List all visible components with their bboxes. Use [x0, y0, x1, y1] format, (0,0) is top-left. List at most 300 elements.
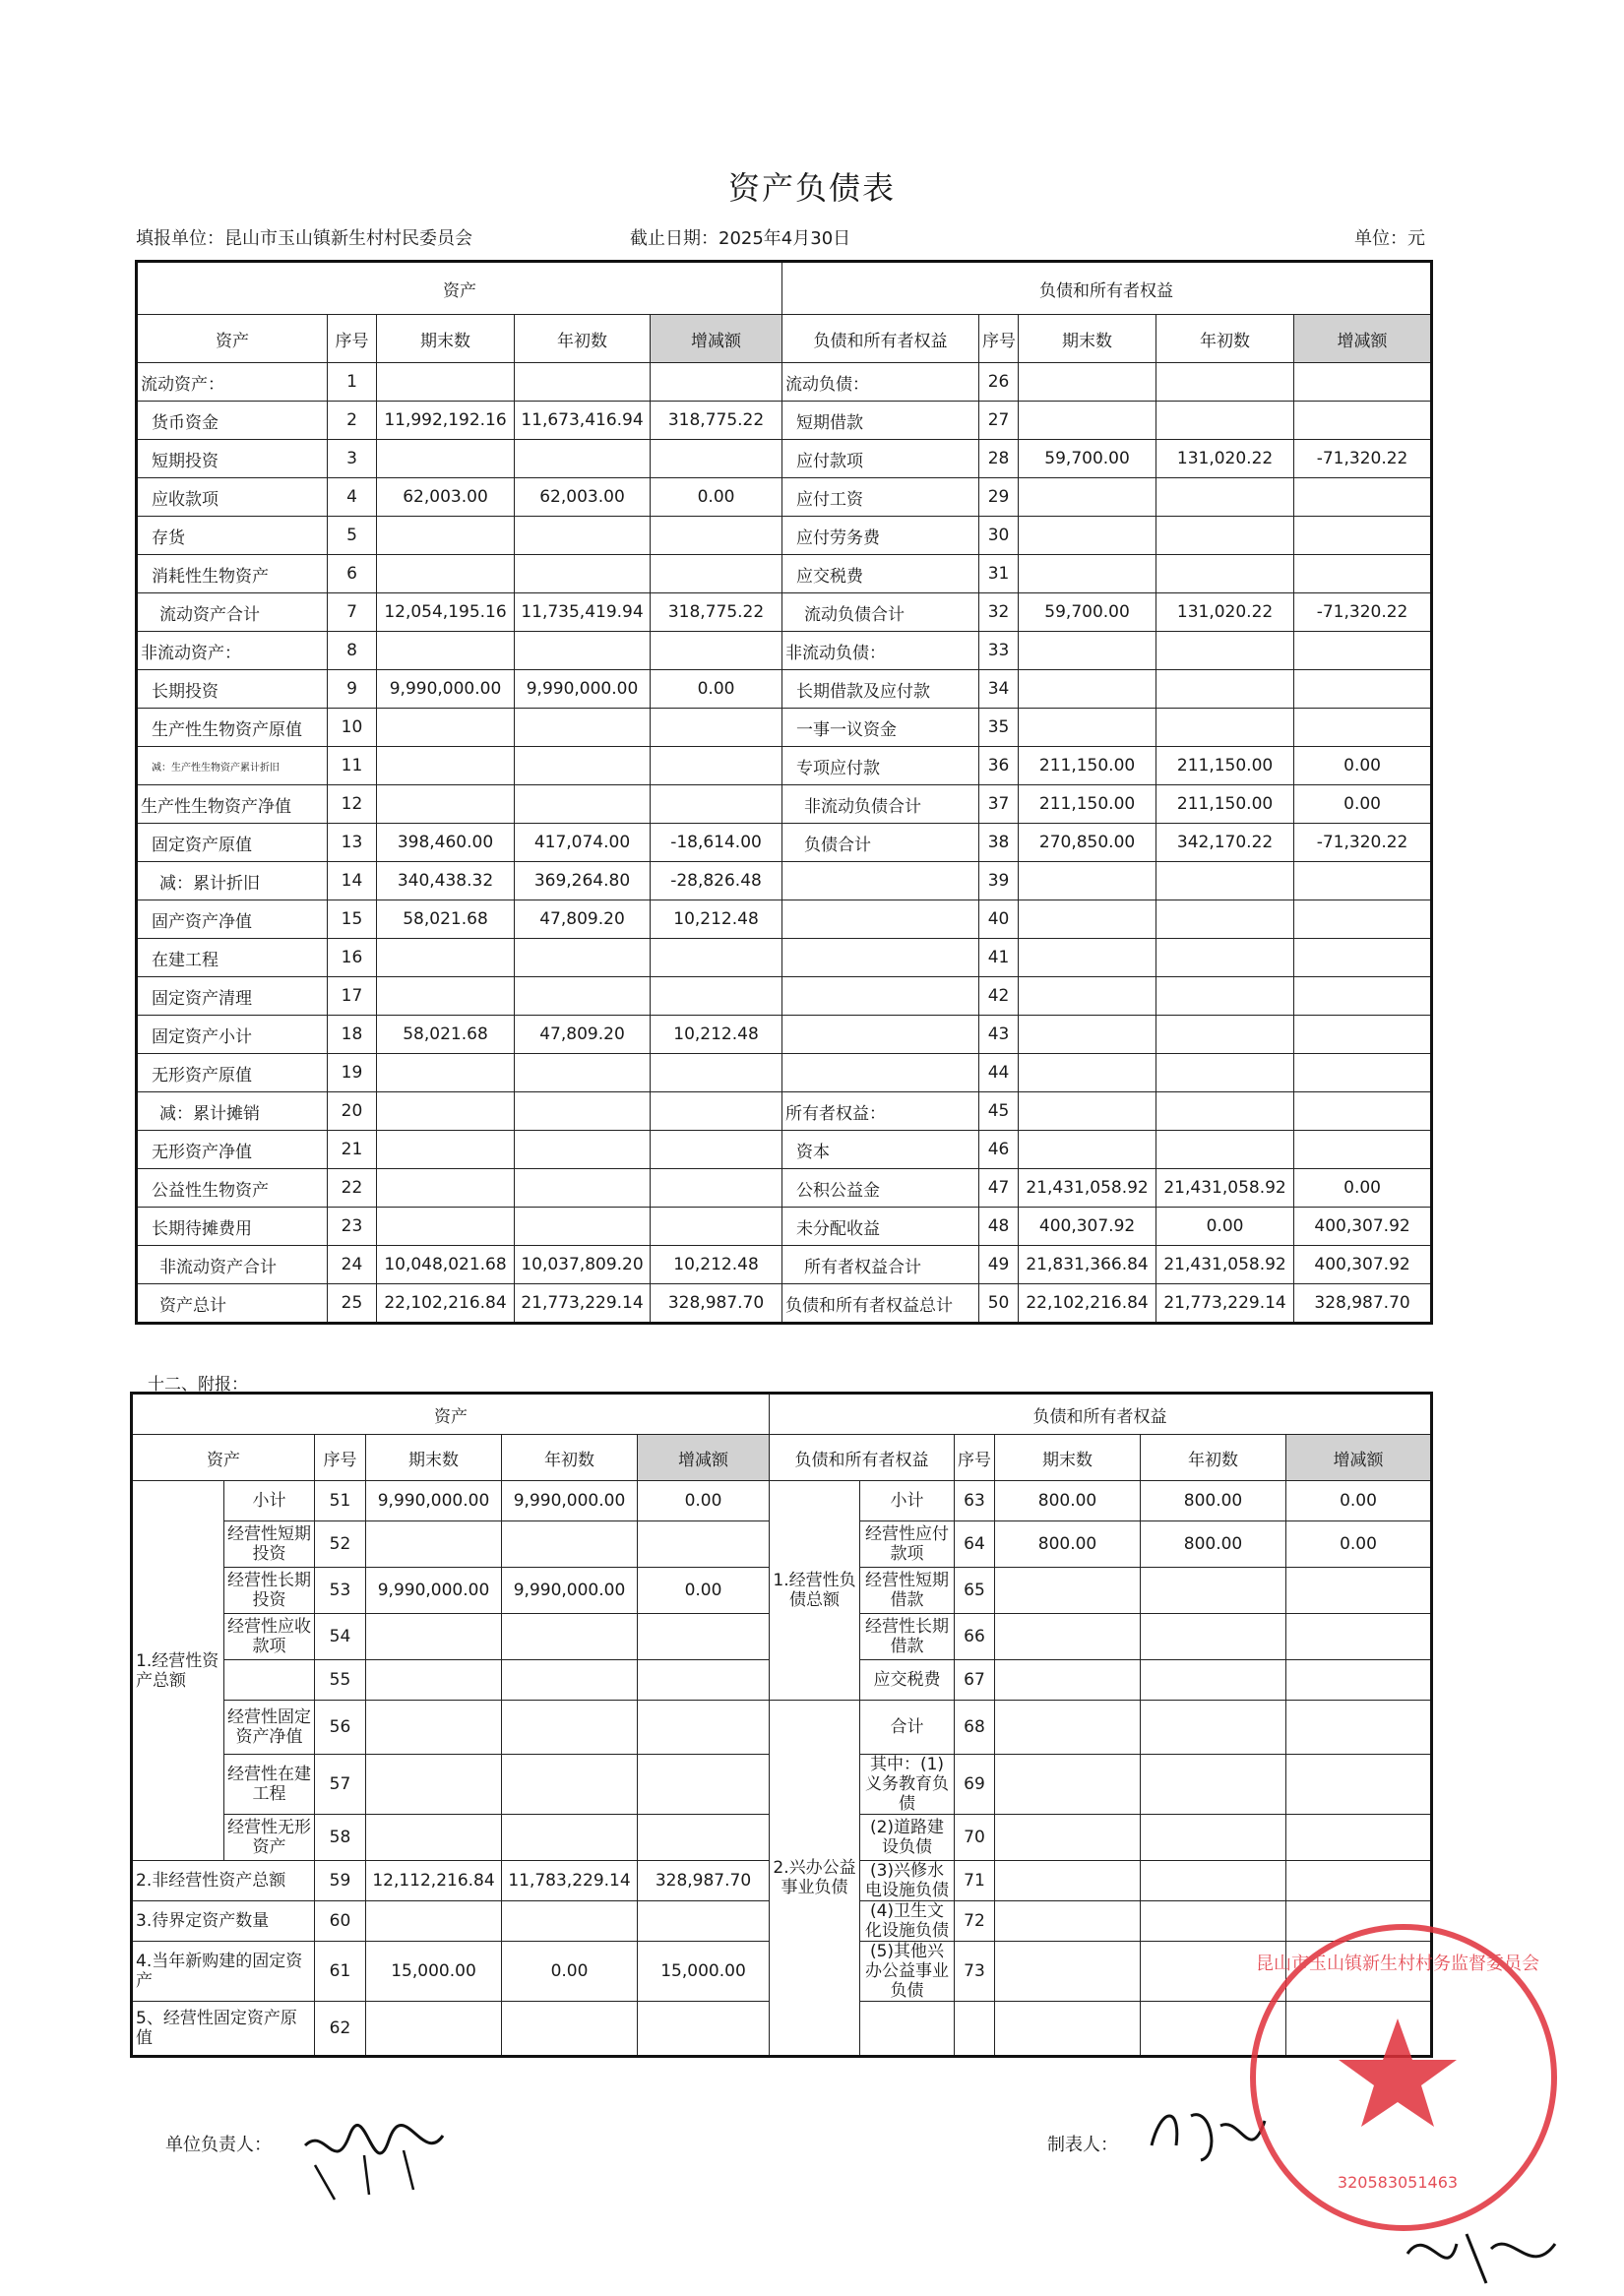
- appendix-asset-name: 经营性应收款项: [224, 1614, 315, 1660]
- liability-begin-value: 21,431,058.92: [1156, 1169, 1294, 1208]
- appendix-liability-end: 800.00: [995, 1521, 1141, 1568]
- appendix-liability-seq: 65: [955, 1568, 995, 1614]
- appendix-asset-seq: 57: [315, 1755, 366, 1815]
- asset-begin-value: [515, 363, 651, 402]
- asset-seq: 22: [328, 1169, 377, 1208]
- table-row: [137, 1131, 1432, 1169]
- asset-begin-value: [515, 517, 651, 555]
- asset-seq: 7: [328, 593, 377, 632]
- liability-seq: 34: [979, 670, 1019, 709]
- asset-begin-value: [515, 1131, 651, 1169]
- asset-name: 存货: [137, 517, 328, 555]
- liability-end-value: [1019, 862, 1156, 900]
- appendix-col-asset: 资产: [132, 1435, 315, 1481]
- liability-seq: 49: [979, 1246, 1019, 1284]
- table-row: [137, 977, 1432, 1016]
- appendix-asset-name: 5、经营性固定资产原值: [132, 2002, 315, 2057]
- appendix-liability-begin: 800.00: [1141, 1521, 1286, 1568]
- liability-seq: 32: [979, 593, 1019, 632]
- asset-begin-value: [515, 709, 651, 747]
- asset-end-value: 12,054,195.16: [377, 593, 515, 632]
- liability-seq: 45: [979, 1092, 1019, 1131]
- appendix-asset-end: [366, 1701, 502, 1755]
- table-row: [137, 593, 1432, 632]
- asset-seq: 24: [328, 1246, 377, 1284]
- appendix-asset-seq: 51: [315, 1481, 366, 1521]
- appendix-asset-seq: 55: [315, 1660, 366, 1701]
- liability-seq: 30: [979, 517, 1019, 555]
- liability-name: [782, 1016, 979, 1054]
- appendix-liability-name: (5)其他兴办公益事业负债: [860, 1942, 955, 2002]
- table-row: [137, 1246, 1432, 1284]
- asset-seq: 4: [328, 478, 377, 517]
- appendix-col-seq: 序号: [315, 1435, 366, 1481]
- asset-change-value: 10,212.48: [651, 900, 782, 939]
- asset-name: 公益性生物资产: [137, 1169, 328, 1208]
- table-row: [137, 632, 1432, 670]
- appendix-asset-begin: [502, 1521, 638, 1568]
- table-row: [137, 555, 1432, 593]
- asset-begin-value: [515, 440, 651, 478]
- asset-seq: 13: [328, 824, 377, 862]
- table-row: [137, 1054, 1432, 1092]
- liability-change-value: [1294, 977, 1432, 1016]
- liability-seq: 38: [979, 824, 1019, 862]
- appendix-asset-seq: 60: [315, 1901, 366, 1942]
- liability-name: [782, 900, 979, 939]
- asset-end-value: [377, 747, 515, 785]
- liability-change-value: [1294, 363, 1432, 402]
- appendix-liability-end: [995, 1568, 1141, 1614]
- liability-begin-value: [1156, 478, 1294, 517]
- asset-begin-value: [515, 1169, 651, 1208]
- liability-seq: 26: [979, 363, 1019, 402]
- appendix-col-change-right: 增减额: [1286, 1435, 1432, 1481]
- asset-seq: 1: [328, 363, 377, 402]
- appendix-asset-end: [366, 2002, 502, 2057]
- appendix-liability-seq: 70: [955, 1815, 995, 1861]
- liability-end-value: 211,150.00: [1019, 747, 1156, 785]
- asset-begin-value: 47,809.20: [515, 900, 651, 939]
- appendix-liability-begin: [1141, 1815, 1286, 1861]
- asset-name: 无形资产净值: [137, 1131, 328, 1169]
- liability-change-value: [1294, 632, 1432, 670]
- liability-name: 应付劳务费: [782, 517, 979, 555]
- asset-change-value: -18,614.00: [651, 824, 782, 862]
- liability-end-value: 211,150.00: [1019, 785, 1156, 824]
- appendix-right-category-1: 1.经营性负债总额: [770, 1481, 860, 1701]
- appendix-asset-name: 3.待界定资产数量: [132, 1901, 315, 1942]
- table-row: [137, 440, 1432, 478]
- appendix-asset-end: 15,000.00: [366, 1942, 502, 2002]
- asset-change-value: [651, 1131, 782, 1169]
- liability-end-value: [1019, 478, 1156, 517]
- asset-name: 固定资产小计: [137, 1016, 328, 1054]
- appendix-asset-begin: [502, 1701, 638, 1755]
- liability-change-value: 328,987.70: [1294, 1284, 1432, 1324]
- table-row: [137, 709, 1432, 747]
- appendix-asset-change: 0.00: [638, 1568, 770, 1614]
- asset-end-value: 9,990,000.00: [377, 670, 515, 709]
- col-end: 期末数: [377, 315, 515, 363]
- appendix-liability-name: 经营性长期借款: [860, 1614, 955, 1660]
- asset-seq: 6: [328, 555, 377, 593]
- appendix-liability-change: [1286, 1614, 1432, 1660]
- appendix-asset-name: 2.非经营性资产总额: [132, 1861, 315, 1901]
- appendix-liability-end: [995, 1755, 1141, 1815]
- liability-change-value: -71,320.22: [1294, 824, 1432, 862]
- appendix-liability-seq: 68: [955, 1701, 995, 1755]
- appendix-liability-end: [995, 1614, 1141, 1660]
- unit-head-label: 单位负责人：: [165, 2135, 272, 2155]
- liability-name: 一事一议资金: [782, 709, 979, 747]
- appendix-asset-begin: 9,990,000.00: [502, 1481, 638, 1521]
- asset-change-value: [651, 517, 782, 555]
- appendix-liability-seq: 69: [955, 1755, 995, 1815]
- liability-seq: 35: [979, 709, 1019, 747]
- appendix-liability-name: 经营性短期借款: [860, 1568, 955, 1614]
- appendix-asset-end: 12,112,216.84: [366, 1861, 502, 1901]
- appendix-liability-begin: 800.00: [1141, 1481, 1286, 1521]
- asset-end-value: 11,992,192.16: [377, 402, 515, 440]
- liability-seq: 42: [979, 977, 1019, 1016]
- page-title: 资产负债表: [727, 169, 896, 207]
- appendix-liability-change: [1286, 1861, 1432, 1901]
- assets-group-header: 资产: [137, 262, 782, 315]
- asset-begin-value: 417,074.00: [515, 824, 651, 862]
- liability-name: 负债和所有者权益总计: [782, 1284, 979, 1324]
- table-row: [132, 1701, 1432, 1755]
- appendix-col-end: 期末数: [366, 1435, 502, 1481]
- maker-label: 制表人：: [1047, 2135, 1118, 2155]
- appendix-asset-seq: 53: [315, 1568, 366, 1614]
- appendix-asset-change: [638, 1521, 770, 1568]
- appendix-liabilities-header: 负债和所有者权益: [770, 1394, 1432, 1435]
- table-row: [137, 478, 1432, 517]
- appendix-asset-begin: 0.00: [502, 1942, 638, 2002]
- asset-begin-value: [515, 632, 651, 670]
- liability-begin-value: [1156, 977, 1294, 1016]
- liability-begin-value: 21,773,229.14: [1156, 1284, 1294, 1324]
- asset-name: 固产资产净值: [137, 900, 328, 939]
- asset-name: 流动资产：: [137, 363, 328, 402]
- asset-end-value: 58,021.68: [377, 1016, 515, 1054]
- asset-end-value: [377, 440, 515, 478]
- appendix-liability-change: [1286, 1701, 1432, 1755]
- asset-end-value: [377, 1092, 515, 1131]
- appendix-asset-begin: 11,783,229.14: [502, 1861, 638, 1901]
- liability-change-value: 400,307.92: [1294, 1246, 1432, 1284]
- asset-change-value: [651, 1169, 782, 1208]
- asset-name: 资产总计: [137, 1284, 328, 1324]
- asset-begin-value: [515, 1092, 651, 1131]
- asset-begin-value: 11,673,416.94: [515, 402, 651, 440]
- liability-change-value: -71,320.22: [1294, 440, 1432, 478]
- liability-end-value: 22,102,216.84: [1019, 1284, 1156, 1324]
- liability-begin-value: 0.00: [1156, 1208, 1294, 1246]
- asset-seq: 20: [328, 1092, 377, 1131]
- liability-end-value: 21,431,058.92: [1019, 1169, 1156, 1208]
- asset-begin-value: [515, 1054, 651, 1092]
- appendix-col-begin-right: 年初数: [1141, 1435, 1286, 1481]
- table-row: [137, 785, 1432, 824]
- table-row: [137, 862, 1432, 900]
- liability-name: [782, 862, 979, 900]
- asset-begin-value: 62,003.00: [515, 478, 651, 517]
- cutoff-date: 截止日期：2025年4月30日: [630, 228, 851, 249]
- appendix-right-category-2: 2.兴办公益事业负债: [770, 1701, 860, 2057]
- col-seq: 序号: [328, 315, 377, 363]
- liability-begin-value: [1156, 1092, 1294, 1131]
- asset-change-value: 0.00: [651, 670, 782, 709]
- liability-change-value: [1294, 1092, 1432, 1131]
- asset-name: 短期投资: [137, 440, 328, 478]
- asset-name: 固定资产清理: [137, 977, 328, 1016]
- liability-change-value: [1294, 939, 1432, 977]
- liability-end-value: [1019, 939, 1156, 977]
- liability-name: 公积公益金: [782, 1169, 979, 1208]
- appendix-label: 十二、附报：: [148, 1375, 248, 1395]
- table-row: [137, 747, 1432, 785]
- appendix-liability-seq: 63: [955, 1481, 995, 1521]
- asset-change-value: [651, 939, 782, 977]
- appendix-asset-change: [638, 1901, 770, 1942]
- appendix-asset-end: [366, 1755, 502, 1815]
- col-liability: 负债和所有者权益: [782, 315, 979, 363]
- liability-name: 未分配收益: [782, 1208, 979, 1246]
- asset-seq: 16: [328, 939, 377, 977]
- liability-change-value: [1294, 1131, 1432, 1169]
- table-row: [137, 824, 1432, 862]
- asset-begin-value: [515, 785, 651, 824]
- liability-end-value: [1019, 1092, 1156, 1131]
- asset-end-value: 340,438.32: [377, 862, 515, 900]
- liability-end-value: [1019, 555, 1156, 593]
- seal-star-icon: [1256, 1930, 1539, 2213]
- liability-end-value: [1019, 632, 1156, 670]
- appendix-asset-begin: [502, 2002, 638, 2057]
- asset-end-value: 22,102,216.84: [377, 1284, 515, 1324]
- svg-text:320583051463: 320583051463: [1337, 2173, 1459, 2192]
- asset-name: 非流动资产：: [137, 632, 328, 670]
- appendix-liability-end: [995, 2002, 1141, 2057]
- appendix-liability-begin: [1141, 1568, 1286, 1614]
- appendix-liability-seq: 64: [955, 1521, 995, 1568]
- asset-end-value: [377, 1131, 515, 1169]
- appendix-liability-name: 经营性应付款项: [860, 1521, 955, 1568]
- appendix-asset-name: 经营性短期投资: [224, 1521, 315, 1568]
- liability-seq: 37: [979, 785, 1019, 824]
- col-begin: 年初数: [515, 315, 651, 363]
- asset-change-value: [651, 363, 782, 402]
- asset-end-value: 62,003.00: [377, 478, 515, 517]
- asset-name: 减：累计折旧: [137, 862, 328, 900]
- appendix-liability-end: [995, 1942, 1141, 2002]
- col-asset: 资产: [137, 315, 328, 363]
- liability-name: 流动负债：: [782, 363, 979, 402]
- reporting-unit: 填报单位：昆山市玉山镇新生村村民委员会: [136, 228, 472, 249]
- asset-begin-value: 10,037,809.20: [515, 1246, 651, 1284]
- liability-begin-value: [1156, 555, 1294, 593]
- liability-begin-value: [1156, 517, 1294, 555]
- asset-change-value: [651, 977, 782, 1016]
- asset-seq: 23: [328, 1208, 377, 1246]
- asset-name: 减：生产性生物资产累计折旧: [137, 747, 328, 785]
- liability-begin-value: [1156, 670, 1294, 709]
- asset-begin-value: [515, 939, 651, 977]
- liability-change-value: [1294, 1016, 1432, 1054]
- liability-name: 负债合计: [782, 824, 979, 862]
- table-row: [137, 402, 1432, 440]
- liability-begin-value: [1156, 709, 1294, 747]
- appendix-liability-change: [1286, 1660, 1432, 1701]
- liability-end-value: [1019, 517, 1156, 555]
- asset-seq: 12: [328, 785, 377, 824]
- asset-begin-value: [515, 747, 651, 785]
- asset-end-value: [377, 517, 515, 555]
- appendix-asset-begin: [502, 1755, 638, 1815]
- liability-seq: 47: [979, 1169, 1019, 1208]
- appendix-liability-seq: [955, 2002, 995, 2057]
- asset-name: 固定资产原值: [137, 824, 328, 862]
- asset-begin-value: 21,773,229.14: [515, 1284, 651, 1324]
- asset-begin-value: [515, 555, 651, 593]
- liability-change-value: 0.00: [1294, 1169, 1432, 1208]
- liability-begin-value: [1156, 862, 1294, 900]
- appendix-asset-change: [638, 1815, 770, 1861]
- appendix-liability-change: 0.00: [1286, 1481, 1432, 1521]
- liabilities-group-header: 负债和所有者权益: [782, 262, 1432, 315]
- maker-signature: [1142, 2096, 1270, 2175]
- asset-end-value: [377, 1054, 515, 1092]
- liability-change-value: [1294, 670, 1432, 709]
- liability-end-value: 400,307.92: [1019, 1208, 1156, 1246]
- table-row: [137, 1169, 1432, 1208]
- liability-name: 专项应付款: [782, 747, 979, 785]
- asset-name: 消耗性生物资产: [137, 555, 328, 593]
- liability-name: [782, 1054, 979, 1092]
- liability-change-value: [1294, 862, 1432, 900]
- asset-begin-value: 47,809.20: [515, 1016, 651, 1054]
- appendix-asset-begin: [502, 1614, 638, 1660]
- appendix-asset-change: 15,000.00: [638, 1942, 770, 2002]
- asset-change-value: 0.00: [651, 478, 782, 517]
- asset-change-value: [651, 555, 782, 593]
- liability-seq: 28: [979, 440, 1019, 478]
- appendix-liability-change: [1286, 1815, 1432, 1861]
- liability-seq: 43: [979, 1016, 1019, 1054]
- asset-begin-value: [515, 977, 651, 1016]
- liability-change-value: 0.00: [1294, 785, 1432, 824]
- liability-end-value: [1019, 977, 1156, 1016]
- appendix-liability-seq: 71: [955, 1861, 995, 1901]
- asset-name: 生产性生物资产净值: [137, 785, 328, 824]
- liability-begin-value: [1156, 1016, 1294, 1054]
- liability-seq: 44: [979, 1054, 1019, 1092]
- liability-begin-value: 21,431,058.92: [1156, 1246, 1294, 1284]
- liability-begin-value: 211,150.00: [1156, 785, 1294, 824]
- appendix-asset-end: [366, 1901, 502, 1942]
- table-row: [137, 1016, 1432, 1054]
- appendix-liability-seq: 73: [955, 1942, 995, 2002]
- liability-seq: 48: [979, 1208, 1019, 1246]
- asset-change-value: -28,826.48: [651, 862, 782, 900]
- asset-change-value: [651, 1208, 782, 1246]
- asset-end-value: [377, 1208, 515, 1246]
- asset-end-value: [377, 709, 515, 747]
- appendix-asset-seq: 56: [315, 1701, 366, 1755]
- appendix-col-end-right: 期末数: [995, 1435, 1141, 1481]
- asset-change-value: [651, 747, 782, 785]
- liability-begin-value: 131,020.22: [1156, 440, 1294, 478]
- liability-name: 应交税费: [782, 555, 979, 593]
- liability-end-value: [1019, 709, 1156, 747]
- liability-name: 非流动负债：: [782, 632, 979, 670]
- appendix-asset-seq: 52: [315, 1521, 366, 1568]
- asset-change-value: 318,775.22: [651, 402, 782, 440]
- table-row: [137, 939, 1432, 977]
- appendix-asset-end: [366, 1660, 502, 1701]
- liability-name: [782, 939, 979, 977]
- appendix-liability-name: 其中：(1)义务教育负债: [860, 1755, 955, 1815]
- asset-end-value: [377, 785, 515, 824]
- appendix-liability-name: 小计: [860, 1481, 955, 1521]
- liability-begin-value: 131,020.22: [1156, 593, 1294, 632]
- liability-end-value: [1019, 363, 1156, 402]
- liability-end-value: [1019, 1054, 1156, 1092]
- appendix-asset-begin: 9,990,000.00: [502, 1568, 638, 1614]
- appendix-asset-seq: 59: [315, 1861, 366, 1901]
- appendix-liability-change: [1286, 1568, 1432, 1614]
- asset-change-value: [651, 709, 782, 747]
- liability-seq: 39: [979, 862, 1019, 900]
- liability-name: 所有者权益：: [782, 1092, 979, 1131]
- asset-seq: 8: [328, 632, 377, 670]
- liability-name: 应付款项: [782, 440, 979, 478]
- asset-end-value: [377, 1169, 515, 1208]
- appendix-asset-seq: 58: [315, 1815, 366, 1861]
- appendix-asset-change: [638, 1660, 770, 1701]
- appendix-table: [130, 1392, 1433, 2058]
- appendix-asset-end: 9,990,000.00: [366, 1568, 502, 1614]
- appendix-liability-name: (3)兴修水电设施负债: [860, 1861, 955, 1901]
- asset-begin-value: 9,990,000.00: [515, 670, 651, 709]
- liability-seq: 50: [979, 1284, 1019, 1324]
- table-row: [137, 1284, 1432, 1324]
- appendix-asset-seq: 61: [315, 1942, 366, 2002]
- appendix-liability-name: [860, 2002, 955, 2057]
- liability-name: 短期借款: [782, 402, 979, 440]
- table-row: [132, 1481, 1432, 1521]
- appendix-asset-begin: [502, 1815, 638, 1861]
- appendix-liability-name: 应交税费: [860, 1660, 955, 1701]
- liability-end-value: 270,850.00: [1019, 824, 1156, 862]
- asset-change-value: [651, 785, 782, 824]
- appendix-liability-change: 0.00: [1286, 1521, 1432, 1568]
- currency-unit: 单位：元: [1354, 228, 1425, 249]
- asset-name: 长期投资: [137, 670, 328, 709]
- col-change: 增减额: [651, 315, 782, 363]
- liability-seq: 40: [979, 900, 1019, 939]
- liability-end-value: [1019, 1016, 1156, 1054]
- appendix-asset-change: [638, 1755, 770, 1815]
- liability-name: 非流动负债合计: [782, 785, 979, 824]
- liability-end-value: 59,700.00: [1019, 593, 1156, 632]
- asset-name: 生产性生物资产原值: [137, 709, 328, 747]
- liability-seq: 33: [979, 632, 1019, 670]
- asset-seq: 2: [328, 402, 377, 440]
- col-seq-right: 序号: [979, 315, 1019, 363]
